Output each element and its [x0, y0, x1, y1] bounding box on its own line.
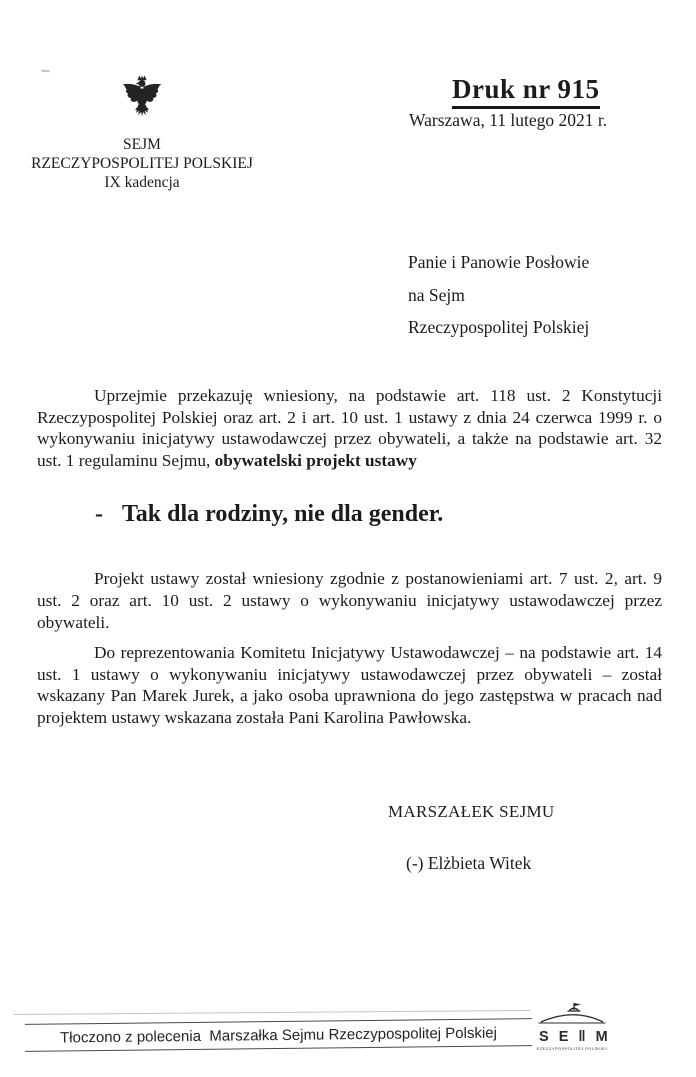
sejm-logo-caption: RZECZYPOSPOLITEJ POLSKIEJ	[536, 1046, 608, 1051]
letterhead-term: IX kadencja	[104, 174, 180, 191]
imprint-box	[25, 1018, 532, 1052]
sejm-logo-letters: S E ‖ M	[539, 1029, 611, 1045]
sejm-logo	[536, 1001, 611, 1051]
sejm-letterhead	[20, 74, 264, 192]
imprint-text: Tłoczono z polecenia Marszałka Sejmu Rzeczypospolitej Polskiej	[59, 1024, 498, 1046]
scan-artifact	[41, 70, 50, 73]
letterhead-institution: SEJM	[123, 136, 161, 153]
document-number: Druk nr 915	[452, 74, 600, 109]
letterhead-republic: RZECZYPOSPOLITEJ POLSKIEJ	[31, 155, 253, 172]
paragraph-legal-basis	[37, 385, 662, 471]
signature-role: MARSZAŁEK SEJMU	[388, 802, 555, 821]
addressee-line: Panie i Panowie Posłowie	[408, 252, 590, 272]
addressee-line: Rzeczypospolitej Polskiej	[408, 317, 590, 337]
document-body	[37, 385, 662, 729]
bill-title	[37, 501, 662, 528]
paragraph-committee-representation: Do reprezentowania Komitetu Inicjatywy Ustawodawczej – na podstawie art. 14 ust. 1 ustawy o wykonywaniu inicjatywy ustawodawczej przez obywateli – został wskazany Pan Marek Jurek, a jako osoba uprawniona do jego zastępstwa w pracach nad projektem ustawy wskazana została Pani Karolina Pawłowska.	[37, 643, 662, 727]
signature-name: (-) Elżbieta Witek	[406, 853, 532, 873]
addressee-line: na Sejm	[408, 284, 465, 305]
sejm-dome-icon	[537, 1001, 607, 1026]
paragraph-legal-basis-text: Uprzejmie przekazuję wniesiony, na podstawie art. 118 ust. 2 Konstytucji Rzeczypospolitej Polskiej oraz art. 2 i art. 10 ust. 1 ustawy z dnia 24 czerwca 1999 r. o wykonywaniu inicjatywy ustawodawczej przez obywateli, a także na podstawie art. 32 ust. 1 regulaminu Sejmu,	[37, 386, 662, 470]
polish-eagle-emblem	[119, 74, 165, 132]
addressee-block	[408, 246, 589, 344]
paragraph-compliance: Projekt ustawy został wniesiony zgodnie z postanowieniami art. 7 ust. 2, art. 9 ust. 2 oraz art. 10 ust. 2 ustawy o wykonywaniu inicjatywy ustawodawczej przez obywateli.	[37, 569, 662, 632]
place-and-date: Warszawa, 11 lutego 2021 r.	[409, 110, 608, 130]
bill-type-emphasis: obywatelski projekt ustawy	[214, 450, 417, 470]
bill-title-dash: -	[95, 501, 103, 528]
scan-line-artifact	[14, 1010, 530, 1015]
bill-title-text: Tak dla rodziny, nie dla gender.	[122, 501, 444, 528]
